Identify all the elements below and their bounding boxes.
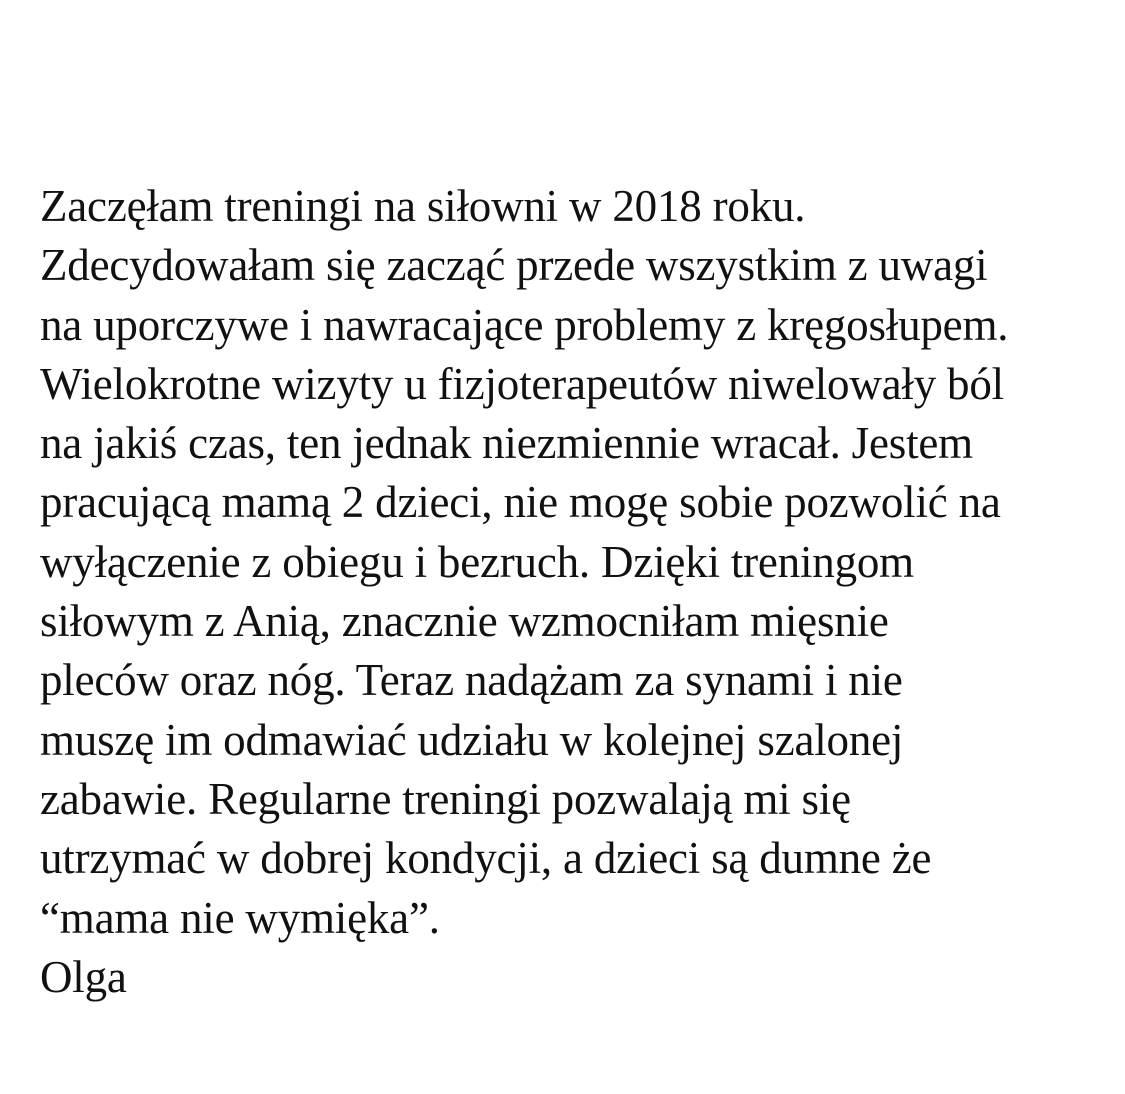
testimonial-line: na jakiś czas, ten jednak niezmiennie wracał. Jestem	[40, 418, 973, 469]
testimonial-line: Zaczęłam treningi na siłowni w 2018 roku.	[40, 181, 806, 231]
testimonial-line: siłowym z Anią, znacznie wzmocniłam mięsnie	[40, 596, 889, 647]
author-signature: Olga	[40, 951, 127, 1002]
testimonial-line: utrzymać w dobrej kondycji, a dzieci są dumne że	[40, 833, 932, 884]
testimonial-line: Wielokrotne wizyty u fizjoterapeutów niwelowały ból	[40, 358, 1004, 409]
testimonial-line: zabawie. Regularne treningi pozwalają mi się	[40, 773, 851, 824]
testimonial-line: muszę im odmawiać udziału w kolejnej szalonej	[40, 714, 904, 765]
testimonial-line: Zdecydowałam się zacząć przede wszystkim z uwagi	[40, 240, 988, 291]
testimonial-line: pracującą mamą 2 dzieci, nie mogę sobie pozwolić na	[40, 477, 1001, 528]
testimonial-line: wyłączenie z obiegu i bezruch. Dzięki treningom	[40, 536, 914, 587]
testimonial-line: pleców oraz nóg. Teraz nadążam za synami i nie	[40, 655, 903, 706]
testimonial-line: na uporczywe i nawracające problemy z kręgosłupem.	[40, 299, 1009, 350]
testimonial-line: “mama nie wymięka”.	[40, 892, 440, 943]
testimonial-text	[40, 177, 1115, 1007]
